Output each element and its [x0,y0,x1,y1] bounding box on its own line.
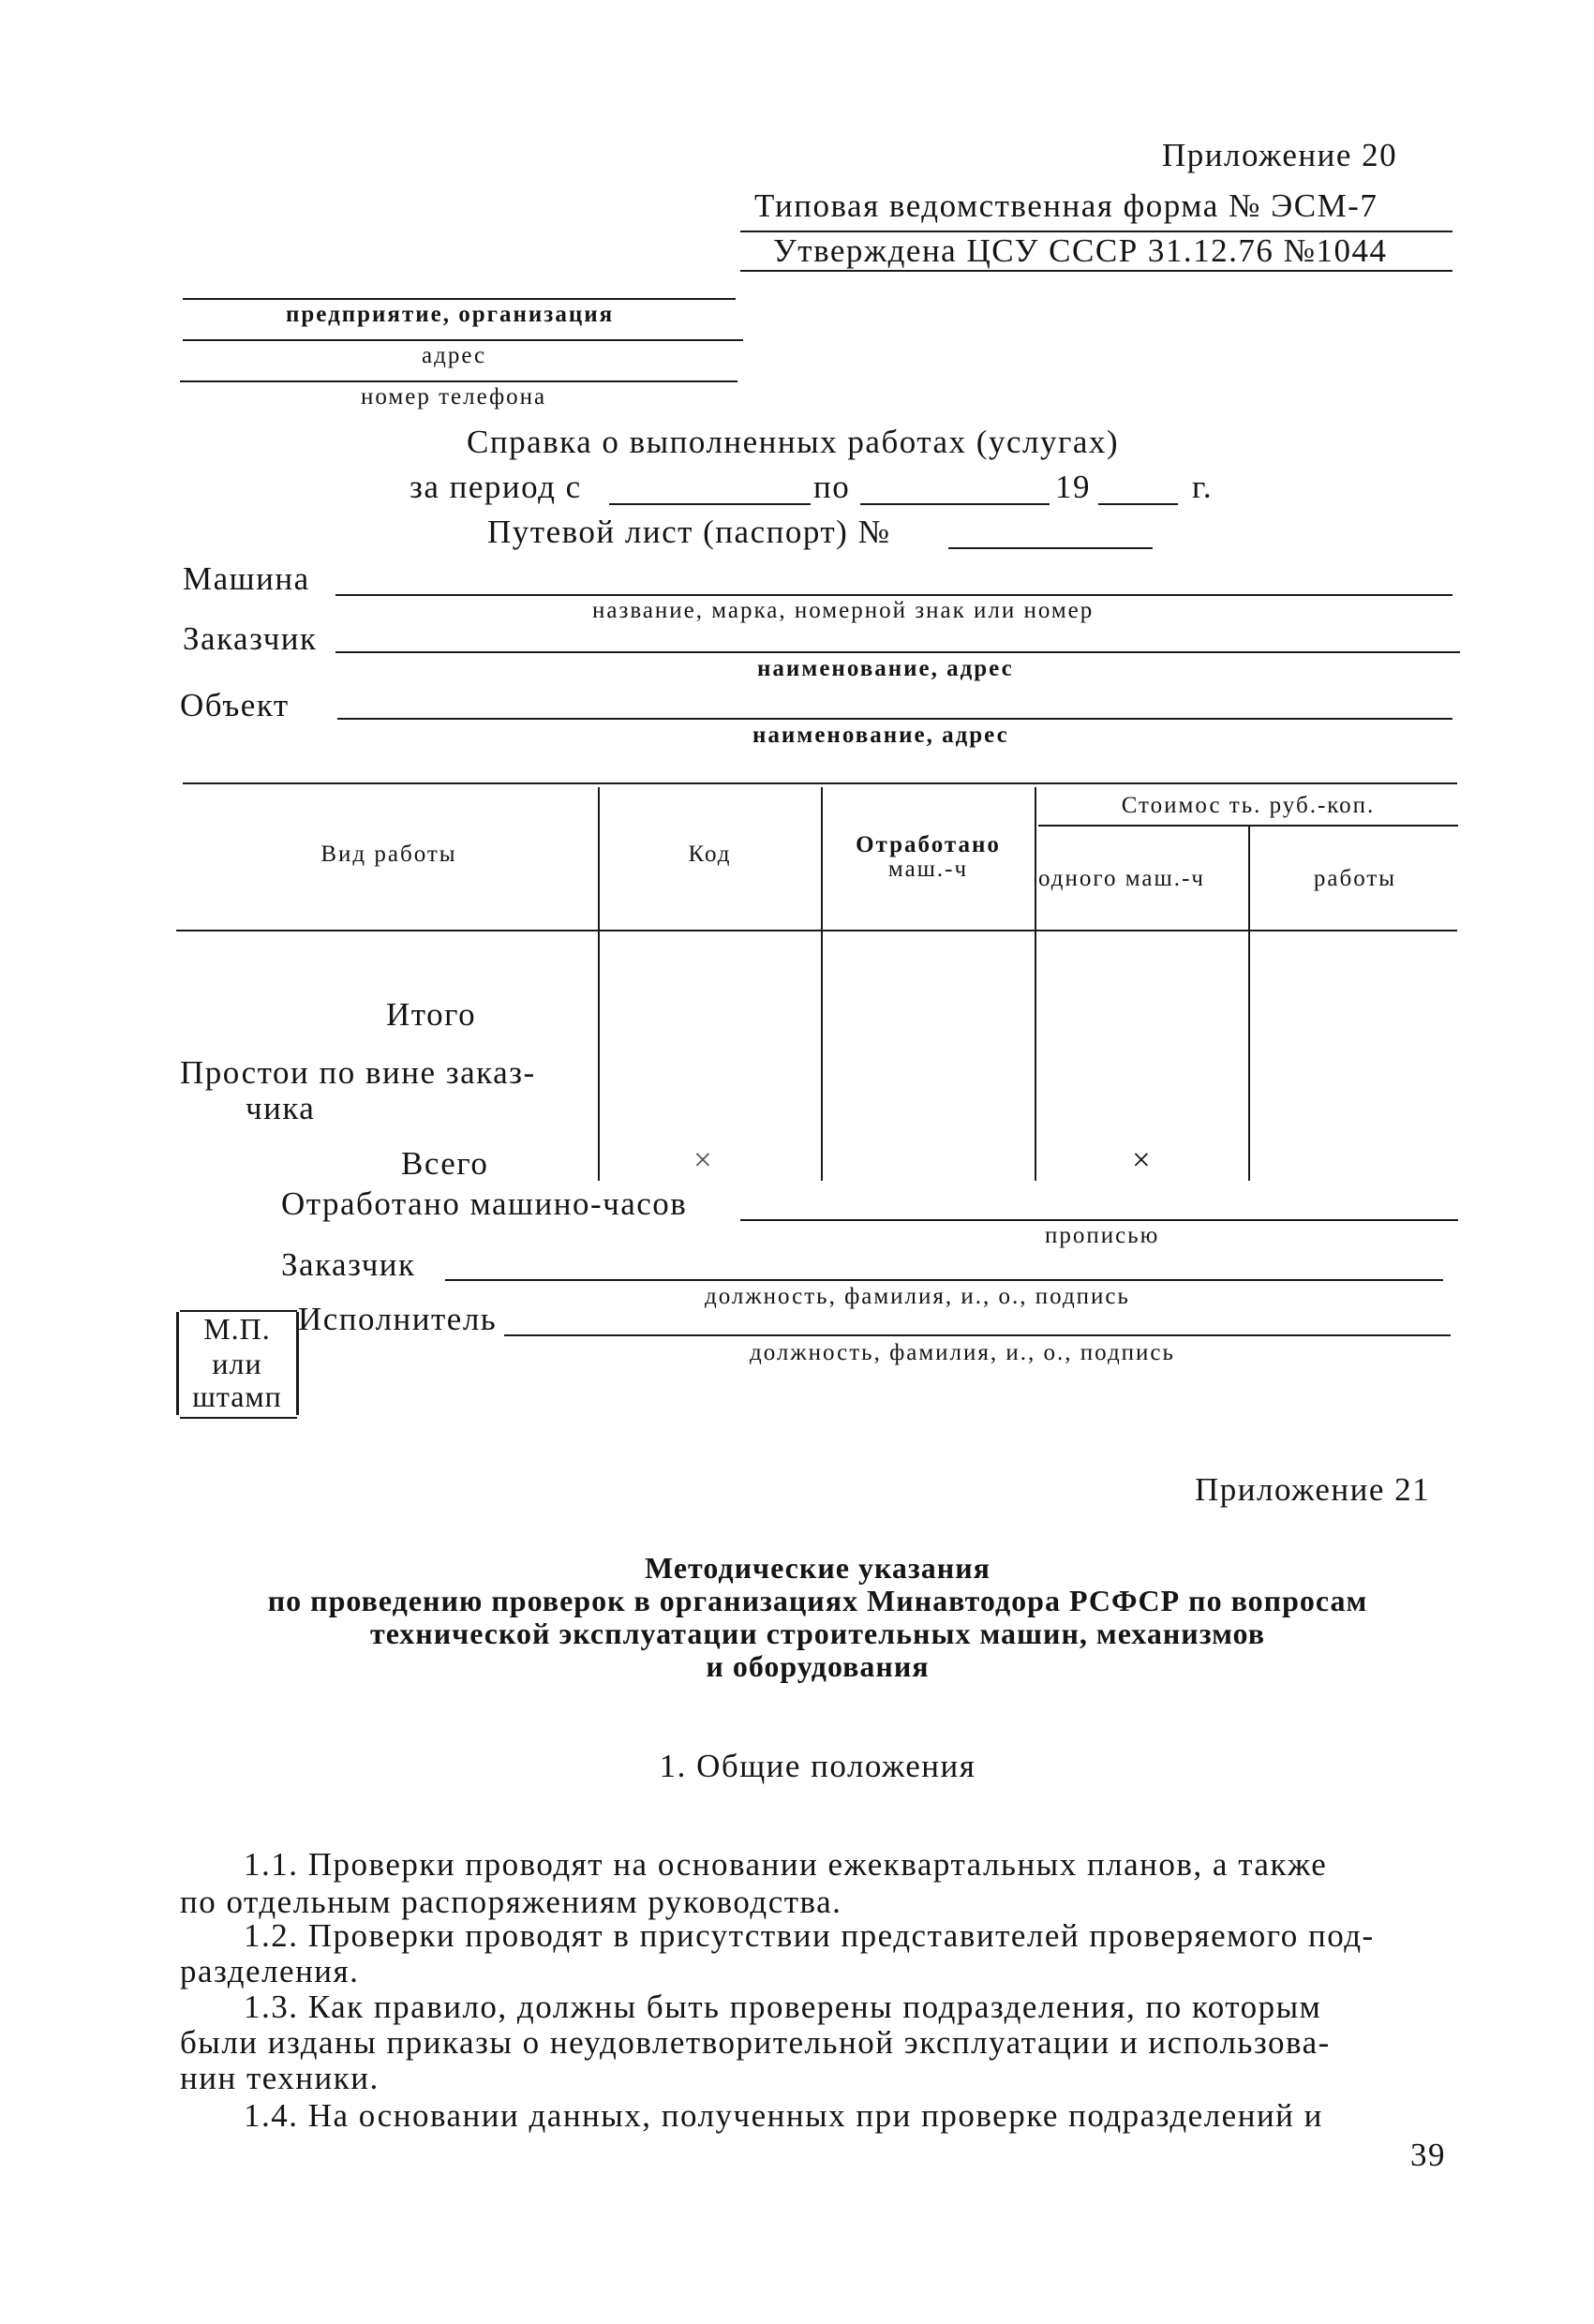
col-code-header: Код [688,842,732,867]
row-grand-total-label: Всего [401,1145,489,1182]
table-top-border [183,782,1457,784]
address-caption: адрес [422,343,487,368]
year-suffix: г. [1192,469,1214,505]
machine-caption: название, марка, номерной знак или номер [592,598,1095,623]
footer-customer-caption: должность, фамилия, и., о., подпись [705,1284,1130,1309]
object-field[interactable] [337,718,1452,720]
para-1-3-line3: нин техники. [180,2060,380,2096]
para-1-1-line2: по отдельным распоряжениям руководства. [180,1884,842,1920]
footer-customer-field[interactable] [445,1279,1443,1281]
col-cost-group-header: Стоимос ть. руб.-коп. [1121,793,1376,818]
period-to-field[interactable] [860,503,1050,505]
guidelines-title-line3: технической эксплуатации строительных машин, механизмов [370,1616,1265,1650]
page-number: 39 [1410,2137,1446,2173]
phone-line [180,380,737,382]
footer-customer-label: Заказчик [281,1246,416,1283]
hours-label: Отработано машино-часов [281,1185,688,1222]
customer-field[interactable] [335,651,1460,653]
table-header-bottom [176,930,1457,931]
approval-line: Утверждена ЦСУ СССР 31.12.76 №1044 [773,232,1388,269]
stamp-line2: или [212,1347,262,1380]
guidelines-title-line2: по проведению проверок в организациях Минавтодора РСФСР по вопросам [267,1584,1368,1617]
cross-mark-cost: × [1132,1141,1153,1178]
para-1-2-line2: разделения. [180,1953,360,1989]
row-total-label: Итого [386,996,477,1033]
executor-label: Исполнитель [298,1301,498,1337]
col-worked-header-line2: маш.-ч [887,857,969,882]
stamp-line1: М.П. [203,1312,271,1346]
waybill-label: Путевой лист (паспорт) № [487,514,891,550]
enterprise-caption: предприятие, организация [286,302,615,327]
row-idle-label-line2: чика [246,1090,316,1126]
period-prefix: за период с [410,469,582,505]
year-field[interactable] [1098,503,1178,505]
col-worked-header-line1: Отработано [856,832,1001,857]
object-label: Объект [180,687,290,723]
row-idle-label-line1: Простои по вине заказ- [180,1054,536,1091]
enterprise-line [183,298,736,300]
address-line [183,339,743,341]
guidelines-title-line4: и оборудования [706,1649,930,1683]
para-1-1-line1: 1.1. Проверки проводят на основании ежеквартальных планов, а также [244,1846,1328,1883]
period-to-label: по [813,469,851,505]
guidelines-title-line1: Методические указания [645,1551,991,1585]
para-1-3-line1: 1.3. Как правило, должны быть проверены подразделения, по которым [244,1989,1322,2025]
waybill-number-field[interactable] [948,547,1153,549]
year-prefix: 19 [1055,469,1091,505]
col-work-type-header: Вид работы [320,842,457,867]
period-from-field[interactable] [609,503,811,505]
executor-caption: должность, фамилия, и., о., подпись [750,1340,1175,1365]
customer-label: Заказчик [183,620,318,657]
section-1-heading: 1. Общие положения [659,1748,976,1784]
certificate-title: Справка о выполненных работах (услугах) [467,424,1120,460]
object-caption: наименование, адрес [752,723,1009,748]
hours-field[interactable] [740,1219,1458,1221]
col-cost-one-header: одного маш.-ч [1038,866,1205,891]
machine-field[interactable] [335,594,1452,596]
customer-caption: наименование, адрес [757,656,1014,681]
col-divider-3 [1035,787,1036,1181]
para-1-2-line1: 1.2. Проверки проводят в присутствии представителей проверяемого под- [244,1917,1375,1954]
stamp-box-bottom [180,1417,297,1419]
appendix-21-label: Приложение 21 [1195,1471,1431,1508]
para-1-4-line1: 1.4. На основании данных, полученных при проверке подразделений и [244,2097,1323,2134]
col-divider-4 [1248,827,1250,1181]
stamp-line3: штамп [192,1379,282,1413]
hours-caption: прописью [1045,1223,1160,1248]
header-underline [740,270,1452,272]
machine-label: Машина [183,560,310,597]
phone-caption: номер телефона [361,384,547,410]
executor-field[interactable] [504,1334,1451,1336]
col-cost-work-header: работы [1313,866,1397,891]
para-1-3-line2: были изданы приказы о неудовлетворительной эксплуатации и использова- [180,2024,1331,2061]
form-type-line: Типовая ведомственная форма № ЭСМ-7 [754,187,1378,224]
appendix-20-label: Приложение 20 [1162,137,1398,173]
cross-mark-code: × [693,1141,714,1178]
